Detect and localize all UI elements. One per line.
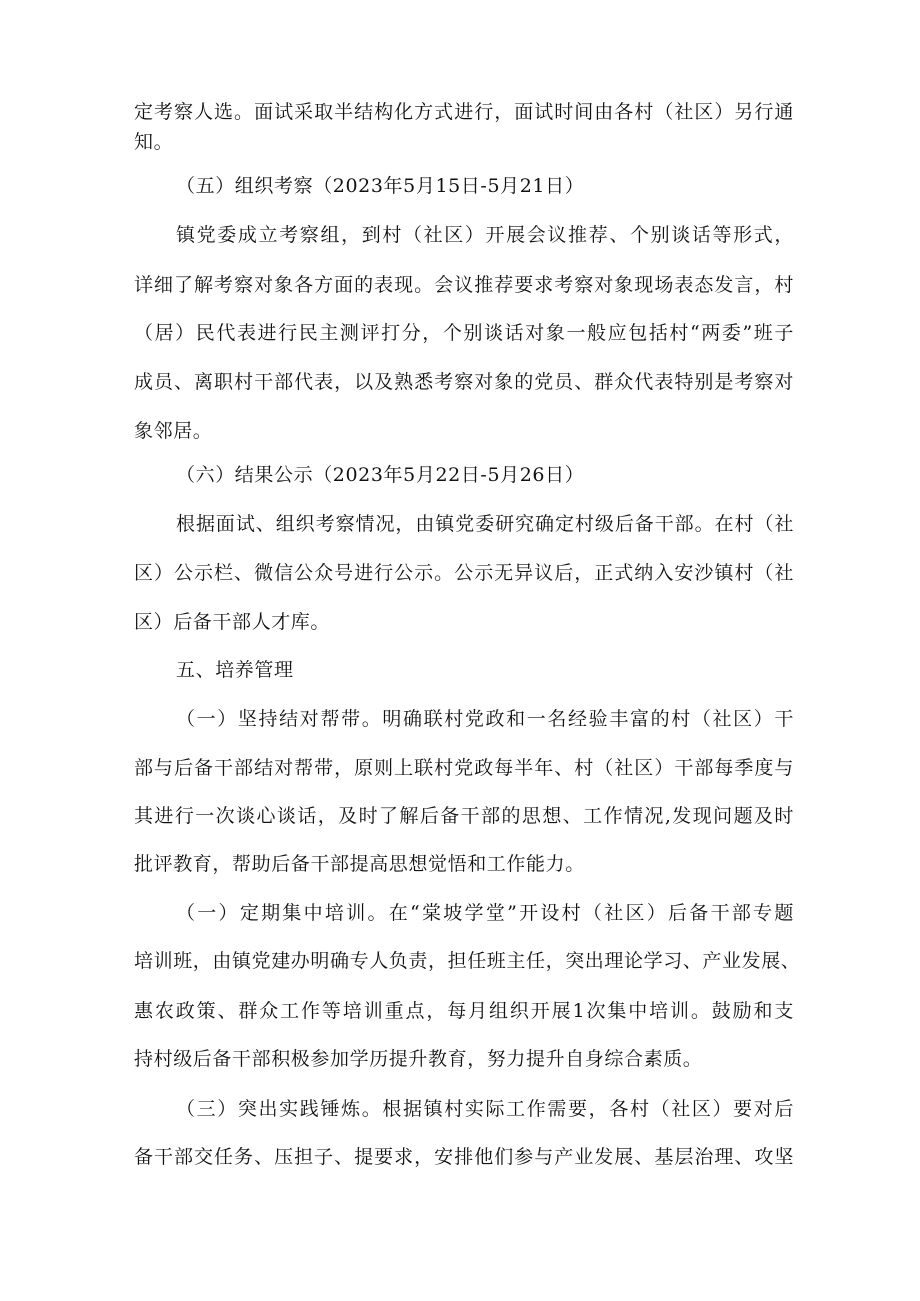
section-heading: （六）结果公示（2023年5月22日-5月26日） bbox=[176, 464, 585, 486]
body-text-line: 详细了解考察对象各方面的表现。会议推荐要求考察对象现场表态发言，村 bbox=[134, 274, 794, 296]
section-heading: （五）组织考察（2023年5月15日-5月21日） bbox=[176, 175, 585, 197]
body-text-line: 区）后备干部人才库。 bbox=[134, 611, 331, 633]
section-heading: 五、培养管理 bbox=[176, 659, 294, 681]
body-text-line: （居）民代表进行民主测评打分，个别谈话对象一般应包括村“两委”班子 bbox=[134, 322, 794, 344]
body-text-line: 知。 bbox=[134, 131, 174, 153]
body-text-line: 区）公示栏、微信公众号进行公示。公示无异议后，正式纳入安沙镇村（社 bbox=[134, 562, 794, 584]
body-text-line: （一）定期集中培训。在“棠坡学堂”开设村（社区）后备干部专题 bbox=[176, 902, 794, 924]
body-text-line: 根据面试、组织考察情况，由镇党委研究确定村级后备干部。在村（社 bbox=[176, 513, 794, 535]
body-text-line: （一）坚持结对帮带。明确联村党政和一名经验丰富的村（社区）干 bbox=[176, 708, 794, 730]
body-text-line: 持村级后备干部积极参加学历提升教育，努力提升自身综合素质。 bbox=[134, 1048, 703, 1070]
body-text-line: 定考察人选。面试采取半结构化方式进行，面试时间由各村（社区）另行通 bbox=[134, 101, 794, 123]
body-text-line: 惠农政策、群众工作等培训重点，每月组织开展1次集中培训。鼓励和支 bbox=[134, 1000, 794, 1022]
body-text-line: 象邻居。 bbox=[134, 420, 213, 442]
body-text-line: 培训班，由镇党建办明确专人负责，担任班主任，突出理论学习、产业发展、 bbox=[134, 950, 801, 972]
body-text-line: 备干部交任务、压担子、提要求，安排他们参与产业发展、基层治理、攻坚 bbox=[134, 1146, 794, 1168]
body-text-line: 其进行一次谈心谈话，及时了解后备干部的思想、工作情况,发现问题及时 bbox=[134, 805, 794, 827]
body-text-line: 部与后备干部结对帮带，原则上联村党政每半年、村（社区）干部每季度与 bbox=[134, 757, 794, 779]
body-text-line: 镇党委成立考察组，到村（社区）开展会议推荐、个别谈话等形式， bbox=[176, 224, 794, 246]
body-text-line: （三）突出实践锤炼。根据镇村实际工作需要，各村（社区）要对后 bbox=[176, 1098, 794, 1120]
body-text-line: 成员、离职村干部代表，以及熟悉考察对象的党员、群众代表特别是考察对 bbox=[134, 371, 794, 393]
body-text-line: 批评教育，帮助后备干部提高思想觉悟和工作能力。 bbox=[134, 853, 585, 875]
